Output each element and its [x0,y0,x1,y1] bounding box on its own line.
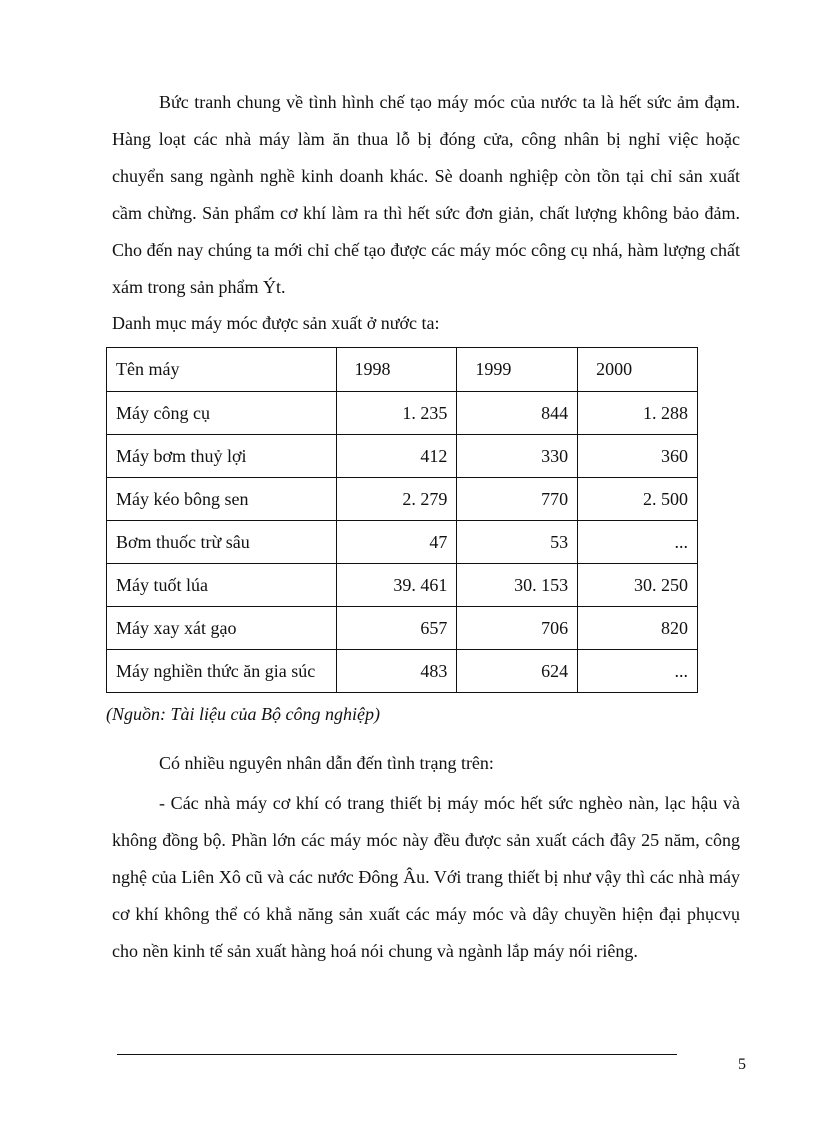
machine-name-cell: Máy công cụ [107,392,337,435]
value-1998-cell: 47 [336,521,457,564]
page-number: 5 [738,1056,746,1073]
table-caption: Danh mục máy móc được sản xuất ở nước ta: [112,313,440,333]
intro-paragraph: Bức tranh chung về tình hình chế tạo máy móc của nước ta là hết sức ảm đạm. Hàng loạt các nhà máy làm ăn thua lỗ bị đóng cửa, công nhân bị nghỉ việc hoặc chuyển sang ngành nghề kinh doanh khác. Sè doanh nghiệp còn tồn tại chỉ sản xuất cầm chừng. Sản phẩm cơ khí làm ra thì hết sức đơn giản, chất lượng không bảo đảm. Cho đến nay chúng ta mới chỉ chế tạo được các máy móc công cụ nhá, hàm lượng chất xám trong sản phẩm Ýt. [112,92,740,297]
footer-rule [117,1054,677,1055]
value-1999-cell: 844 [457,392,578,435]
machinery-table [106,347,698,693]
table-row [107,478,698,521]
value-1998-cell: 657 [336,607,457,650]
machine-name-cell: Máy bơm thuỷ lợi [107,435,337,478]
header-cell-1998: 1998 [336,348,457,392]
machine-name-cell: Máy xay xát gạo [107,607,337,650]
value-1998-cell: 2. 279 [336,478,457,521]
value-1998-cell: 412 [336,435,457,478]
value-1999-cell: 770 [457,478,578,521]
causes-paragraph: - Các nhà máy cơ khí có trang thiết bị máy móc hết sức nghèo nàn, lạc hậu và không đồng bộ. Phần lớn các máy móc này đều được sản xuất cách đây 25 năm, công nghệ của Liên Xô cũ và các nước Đông Âu. Với trang thiết bị như vậy thì các nhà máy cơ khí không thể có khẳ năng sản xuất các máy móc và dây chuyền hiện đại phụcvụ cho nền kinh tế sản xuất hàng hoá nói chung và ngành lắp máy nói riêng. [112,793,740,961]
machine-name-cell: Máy nghiền thức ăn gia súc [107,650,337,693]
table-row [107,564,698,607]
header-cell-name: Tên máy [107,348,337,392]
value-2000-cell: 2. 500 [578,478,698,521]
value-2000-cell: 360 [578,435,698,478]
value-1999-cell: 624 [457,650,578,693]
machine-name-cell: Máy tuốt lúa [107,564,337,607]
table-row [107,607,698,650]
machine-name-cell: Máy kéo bông sen [107,478,337,521]
value-1999-cell: 53 [457,521,578,564]
value-2000-cell: ... [578,650,698,693]
table-row [107,392,698,435]
machine-name-cell: Bơm thuốc trừ sâu [107,521,337,564]
value-1999-cell: 330 [457,435,578,478]
value-2000-cell: ... [578,521,698,564]
value-1998-cell: 483 [336,650,457,693]
value-1999-cell: 30. 153 [457,564,578,607]
value-2000-cell: 1. 288 [578,392,698,435]
table-header-row [107,348,698,392]
value-1998-cell: 1. 235 [336,392,457,435]
table-row [107,521,698,564]
value-1998-cell: 39. 461 [336,564,457,607]
table-row [107,435,698,478]
header-cell-2000: 2000 [578,348,698,392]
table-row [107,650,698,693]
table-source: (Nguồn: Tài liệu của Bộ công nghiệp) [106,704,380,724]
causes-intro: Có nhiều nguyên nhân dẫn đến tình trạng trên: [159,753,494,773]
value-2000-cell: 30. 250 [578,564,698,607]
value-1999-cell: 706 [457,607,578,650]
value-2000-cell: 820 [578,607,698,650]
header-cell-1999: 1999 [457,348,578,392]
